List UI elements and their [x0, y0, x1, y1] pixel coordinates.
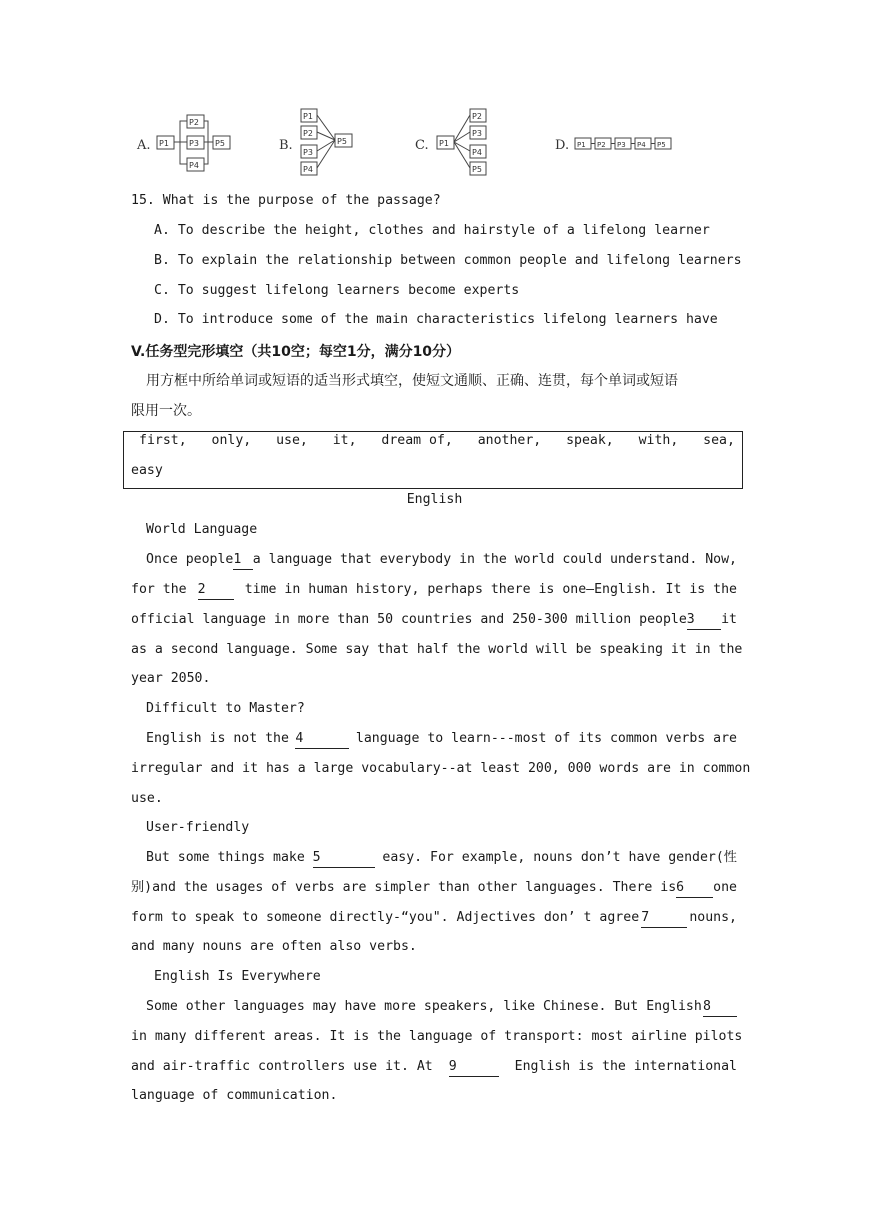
- passage-line: and many nouns are often also verbs.: [131, 939, 417, 954]
- text-span: easy. For example, nouns don’t have gender(性: [382, 850, 737, 865]
- diagram-letter: B.: [279, 138, 293, 153]
- question-15-stem: 15. What is the purpose of the passage?: [131, 193, 441, 208]
- node-label: P1: [303, 112, 313, 121]
- diagram-letter: C.: [415, 138, 429, 153]
- question-15-option-d[interactable]: D. To introduce some of the main characteristics lifelong learners have: [154, 312, 718, 327]
- blank-9[interactable]: 9: [449, 1058, 499, 1077]
- passage-subheading: Difficult to Master?: [146, 701, 305, 716]
- text-span: Some other languages may have more speakers, like Chinese. But English: [146, 999, 702, 1014]
- text-span: time in human history, perhaps there is one—English. It is the: [244, 582, 737, 597]
- node-label: P1: [159, 139, 169, 148]
- node-label: P5: [472, 165, 482, 174]
- node-label: P2: [303, 129, 313, 138]
- passage-subheading: User-friendly: [146, 820, 250, 835]
- passage-line: [131, 611, 737, 630]
- passage-line: [131, 1058, 737, 1077]
- blank-6[interactable]: 6: [676, 879, 713, 898]
- blank-1[interactable]: 1: [233, 551, 252, 570]
- node-label: P5: [657, 141, 666, 149]
- node-label: P3: [617, 141, 626, 149]
- blank-7[interactable]: 7: [641, 909, 687, 928]
- node-label: P4: [303, 165, 313, 174]
- word-box: [123, 431, 743, 489]
- word-option: sea,: [703, 433, 735, 448]
- passage-line: [131, 879, 737, 898]
- passage-line: language of communication.: [131, 1088, 338, 1103]
- word-option: another,: [477, 433, 542, 448]
- node-label: P2: [189, 118, 199, 127]
- section-instruction-cont: 限用一次。: [131, 403, 201, 419]
- blank-2[interactable]: 2: [198, 581, 234, 600]
- word-option: only,: [211, 433, 252, 448]
- text-span: it: [721, 612, 737, 627]
- diagram-option-b: [277, 104, 357, 182]
- passage-subheading: English Is Everywhere: [154, 969, 321, 984]
- diagram-option-c: [413, 104, 493, 182]
- word-box-row: [139, 433, 735, 448]
- node-label: P2: [597, 141, 606, 149]
- diagram-letter: A.: [137, 138, 151, 153]
- node-label: P3: [472, 129, 482, 138]
- passage-line: [146, 730, 737, 749]
- text-span: English is not the: [146, 731, 289, 746]
- node-label: P3: [303, 148, 313, 157]
- text-span: one: [713, 880, 737, 895]
- node-label: P4: [189, 161, 199, 170]
- diagram-letter: D.: [555, 138, 570, 153]
- section-instruction: 用方框中所给单词或短语的适当形式填空，使短文通顺、正确、连贯，每个单词或短语: [146, 373, 678, 389]
- question-15-option-a[interactable]: A. To describe the height, clothes and hairstyle of a lifelong learner: [154, 223, 710, 238]
- word-option: with,: [638, 433, 679, 448]
- passage-line: [146, 849, 737, 868]
- passage-line: year 2050.: [131, 671, 211, 686]
- passage-line: [146, 998, 737, 1017]
- text-span: form to speak to someone directly-“you". Adjectives don’ t agree: [131, 910, 640, 925]
- passage-line: [146, 551, 737, 570]
- question-15-option-c[interactable]: C. To suggest lifelong learners become experts: [154, 283, 520, 298]
- blank-5[interactable]: 5: [313, 849, 375, 868]
- text-span: English is the international: [514, 1059, 737, 1074]
- text-span: a language that everybody in the world could understand. Now,: [252, 552, 737, 567]
- passage-subheading: World Language: [146, 522, 258, 537]
- passage-line: use.: [131, 791, 163, 806]
- node-label: P5: [337, 137, 347, 146]
- node-label: P4: [472, 148, 482, 157]
- passage-line: irregular and it has a large vocabulary--at least 200, 000 words are in common: [131, 761, 751, 776]
- word-option: it,: [332, 433, 357, 448]
- passage-title: English: [406, 492, 463, 507]
- node-label: P1: [439, 139, 449, 148]
- text-span: for the: [131, 582, 187, 597]
- node-label: P4: [637, 141, 646, 149]
- diagram-option-d: [555, 104, 680, 182]
- structure-diagram-options: [135, 104, 695, 182]
- question-15-option-b[interactable]: B. To explain the relationship between common people and lifelong learners: [154, 253, 742, 268]
- blank-8[interactable]: 8: [703, 998, 737, 1017]
- blank-3[interactable]: 3: [687, 611, 721, 630]
- word-option: easy: [131, 463, 163, 478]
- word-option: dream of,: [381, 433, 453, 448]
- text-span: language to learn---most of its common verbs are: [355, 731, 737, 746]
- text-span: 别)and the usages of verbs are simpler than other languages. There is: [131, 880, 677, 895]
- word-option: first,: [139, 433, 187, 448]
- text-span: nouns,: [689, 910, 737, 925]
- section-heading: V.任务型完形填空（共10空；每空1分，满分10分）: [131, 344, 461, 360]
- word-option: use,: [276, 433, 308, 448]
- passage-line: as a second language. Some say that half the world will be speaking it in the: [131, 642, 743, 657]
- text-span: Once people: [146, 552, 234, 567]
- word-option: speak,: [566, 433, 614, 448]
- node-label: P1: [577, 141, 586, 149]
- text-span: official language in more than 50 countries and 250-300 million people: [131, 612, 687, 627]
- passage-line: [131, 581, 737, 600]
- text-span: and air-traffic controllers use it. At: [131, 1059, 433, 1074]
- node-label: P3: [189, 139, 199, 148]
- node-label: P5: [215, 139, 225, 148]
- passage-line: [131, 909, 737, 928]
- text-span: But some things make: [146, 850, 305, 865]
- node-label: P2: [472, 112, 482, 121]
- passage-line: in many different areas. It is the language of transport: most airline pilots: [131, 1029, 743, 1044]
- diagram-option-a: [135, 104, 235, 182]
- blank-4[interactable]: 4: [295, 730, 349, 749]
